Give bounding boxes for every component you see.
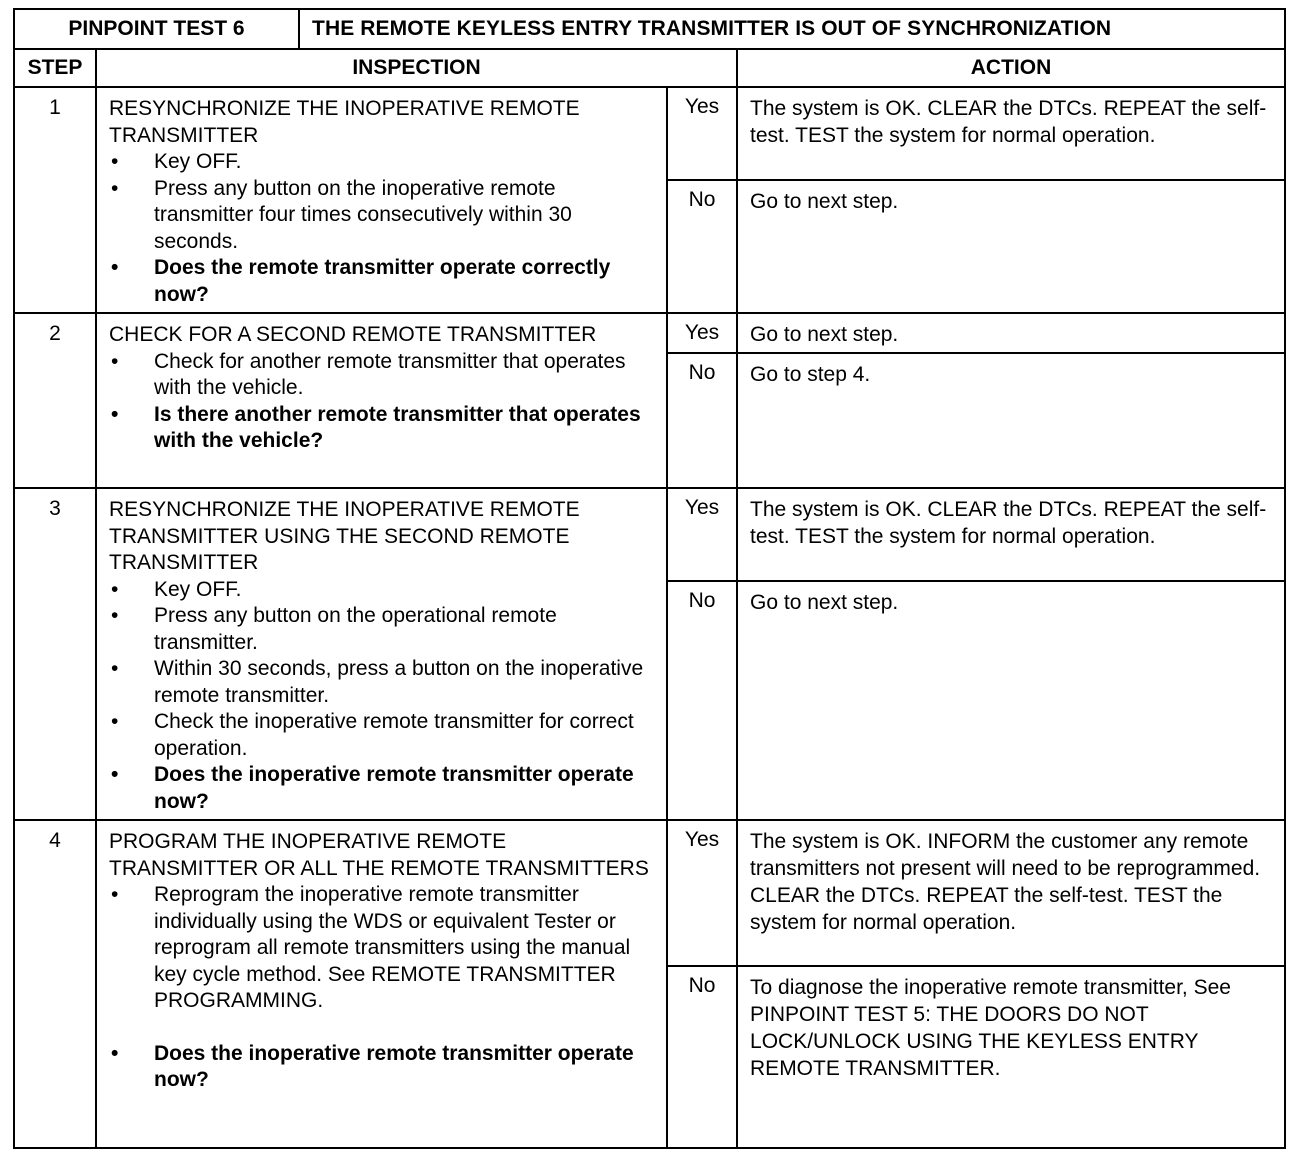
step-question: • Does the remote transmitter operate correctly now? xyxy=(111,256,611,306)
yes-action: The system is OK. INFORM the customer any remote transmitters not present will need to be reprogrammed. CLEAR the DTCs. REPEAT the self-test. TEST the system for normal operation. xyxy=(737,820,1285,966)
yes-label: Yes xyxy=(667,313,737,353)
test-id: PINPOINT TEST 6 xyxy=(14,9,299,49)
bullet-item: • Press any button on the operational remote transmitter. xyxy=(111,604,557,654)
yes-label: Yes xyxy=(667,87,737,180)
test-title: THE REMOTE KEYLESS ENTRY TRANSMITTER IS OUT OF SYNCHRONIZATION xyxy=(299,9,1285,49)
pinpoint-test-table-frame xyxy=(13,8,1284,1149)
yes-action: The system is OK. CLEAR the DTCs. REPEAT the self-test. TEST the system for normal operation. xyxy=(737,87,1285,180)
step-title: RESYNCHRONIZE THE INOPERATIVE REMOTE TRANSMITTER xyxy=(109,97,580,147)
step-row-yes xyxy=(14,488,1285,581)
title-row xyxy=(14,9,1285,49)
step-number: 1 xyxy=(14,87,96,313)
no-action: Go to step 4. xyxy=(737,353,1285,488)
no-label: No xyxy=(667,966,737,1148)
yes-label: Yes xyxy=(667,488,737,581)
no-label: No xyxy=(667,581,737,820)
bullet-item: • Press any button on the inoperative remote transmitter four times consecutively within 30 seconds. xyxy=(111,176,572,253)
inspection-cell xyxy=(96,313,667,488)
step-question: • Does the inoperative remote transmitter operate now? xyxy=(111,763,634,813)
yes-label: Yes xyxy=(667,820,737,966)
inspection-cell xyxy=(96,488,667,820)
bullet-item: • Check the inoperative remote transmitter for correct operation. xyxy=(111,710,634,760)
step-question: • Does the inoperative remote transmitter operate now? xyxy=(111,1041,634,1091)
no-action: Go to next step. xyxy=(737,581,1285,820)
step-row-yes xyxy=(14,820,1285,966)
no-label: No xyxy=(667,353,737,488)
step-number: 3 xyxy=(14,488,96,820)
step-title: PROGRAM THE INOPERATIVE REMOTE TRANSMITTER OR ALL THE REMOTE TRANSMITTERS xyxy=(109,830,649,880)
step-number: 2 xyxy=(14,313,96,488)
bullet-item: • Reprogram the inoperative remote transmitter individually using the WDS or equivalent Tester or reprogram all remote transmitters using the manual key cycle method. See REMOTE TRANSMITTER PROGRAMMING. xyxy=(111,883,631,1012)
step-row-yes xyxy=(14,313,1285,353)
step-bullets xyxy=(109,882,656,1094)
yes-action: Go to next step. xyxy=(737,313,1285,353)
pinpoint-test-table xyxy=(13,8,1286,1149)
column-header-step: STEP xyxy=(14,49,96,87)
bullet-item: • Key OFF. xyxy=(111,150,242,173)
step-bullets xyxy=(109,577,656,816)
no-label: No xyxy=(667,180,737,313)
step-question: • Is there another remote transmitter that operates with the vehicle? xyxy=(111,402,641,452)
step-row-yes xyxy=(14,87,1285,180)
inspection-cell xyxy=(96,87,667,313)
step-title: RESYNCHRONIZE THE INOPERATIVE REMOTE TRANSMITTER USING THE SECOND REMOTE TRANSMITTER xyxy=(109,498,580,574)
column-header-inspection: INSPECTION xyxy=(96,49,737,87)
bullet-item: • Check for another remote transmitter that operates with the vehicle. xyxy=(111,349,626,399)
inspection-cell xyxy=(96,820,667,1148)
bullet-item: • Within 30 seconds, press a button on the inoperative remote transmitter. xyxy=(111,657,644,707)
bullet-item: • Key OFF. xyxy=(111,577,242,601)
step-number: 4 xyxy=(14,820,96,1148)
step-bullets xyxy=(109,149,656,308)
step-bullets xyxy=(109,349,656,455)
column-header-action: ACTION xyxy=(737,49,1285,87)
no-action: Go to next step. xyxy=(737,180,1285,313)
yes-action: The system is OK. CLEAR the DTCs. REPEAT the self-test. TEST the system for normal operation. xyxy=(737,488,1285,581)
no-action: To diagnose the inoperative remote transmitter, See PINPOINT TEST 5: THE DOORS DO NOT LOCK/UNLOCK USING THE KEYLESS ENTRY REMOTE TRANSMITTER. xyxy=(737,966,1285,1148)
column-header-row xyxy=(14,49,1285,87)
step-title: CHECK FOR A SECOND REMOTE TRANSMITTER xyxy=(109,323,597,346)
